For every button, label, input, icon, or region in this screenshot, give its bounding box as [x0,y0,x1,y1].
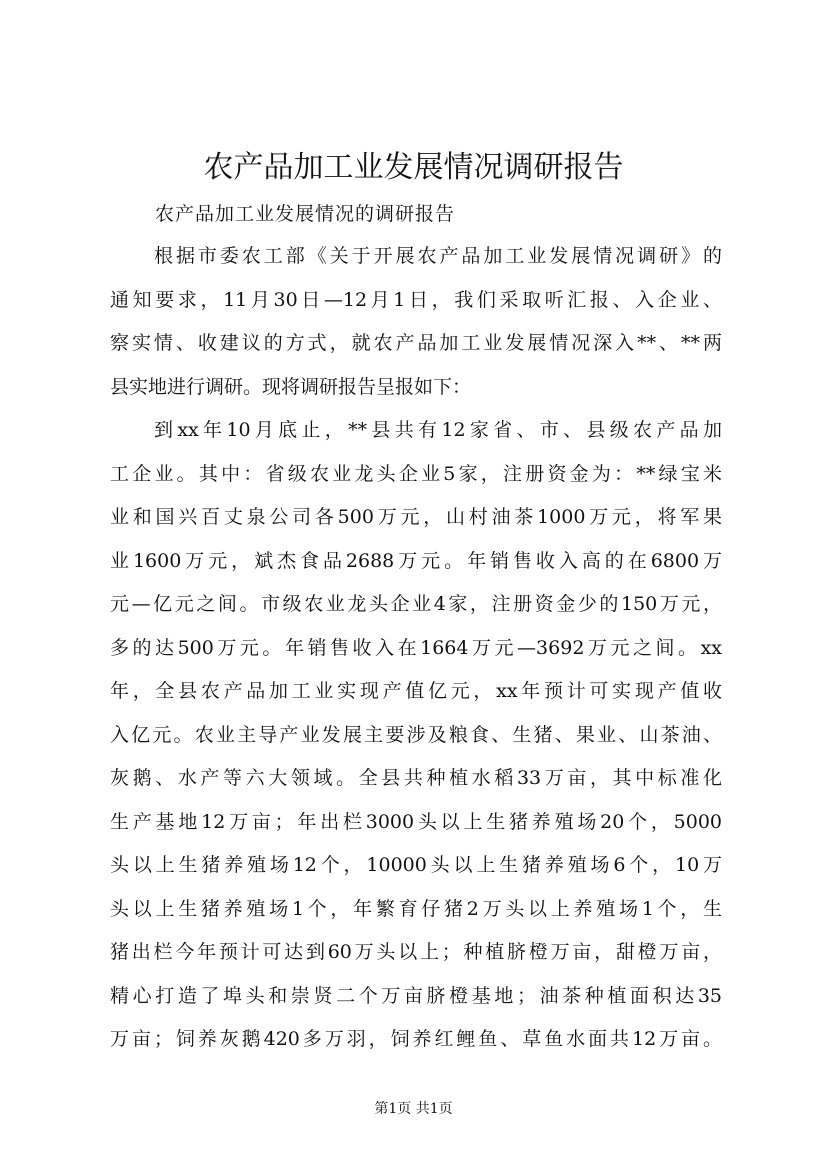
paragraph2-line: 年，全县农产品加工业实现产值亿元，xx年预计可实现产值收 [110,680,722,702]
paragraph2-line: 万亩；饲养灰鹅420多万羽，饲养红鲤鱼、草鱼水面共12万亩。 [110,1028,722,1050]
paragraph2-line: 工企业。其中：省级农业龙头企业5家，注册资金为：**绿宝米 [110,462,722,485]
paragraph1-line: 通知要求，11月30日—12月1日，我们采取听汇报、入企业、 [110,288,722,311]
document-subtitle: 农产品加工业发展情况的调研报告 [155,203,456,225]
paragraph2-line: 元—亿元之间。市级农业龙头企业4家，注册资金少的150万元， [110,593,722,615]
paragraph2-line: 生产基地12万亩；年出栏3000头以上生猪养殖场20个，5000 [110,810,722,833]
document-title: 农产品加工业发展情况调研报告 [203,150,624,185]
paragraph2-line: 灰鹅、水产等六大领域。全县共种植水稻33万亩，其中标准化 [110,767,722,789]
paragraph2-line: 业和国兴百丈泉公司各500万元，山村油茶1000万元，将军果 [110,506,722,528]
document-body [110,240,722,1067]
paragraph2-line: 精心打造了埠头和崇贤二个万亩脐橙基地；油茶种植面积达35 [110,984,722,1007]
paragraph2-line: 头以上生猪养殖场12个，10000头以上生猪养殖场6个，10万 [110,854,722,876]
paragraph2-line: 猪出栏今年预计可达到60万头以上；种植脐橙万亩，甜橙万亩， [110,941,722,963]
paragraph2-line: 到xx年10月底止，**县共有12家省、市、县级农产品加 [154,419,722,441]
paragraph2-line: 入亿元。农业主导产业发展主要涉及粮食、生猪、果业、山茶油、 [110,723,722,746]
page-footer: 第1页 共1页 [374,1101,453,1117]
paragraph2-line: 多的达500万元。年销售收入在1664万元—3692万元之间。xx [110,636,722,659]
paragraph1-line: 根据市委农工部《关于开展农产品加工业发展情况调研》的 [154,245,722,267]
paragraph1-line: 县实地进行调研。现将调研报告呈报如下： [110,375,472,398]
paragraph1-line: 察实情、收建议的方式，就农产品加工业发展情况深入**、**两 [110,332,722,354]
paragraph2-line: 业1600万元，斌杰食品2688万元。年销售收入高的在6800万 [110,549,722,572]
paragraph2-line: 头以上生猪养殖场1个，年繁育仔猪2万头以上养殖场1个，生 [110,897,722,920]
